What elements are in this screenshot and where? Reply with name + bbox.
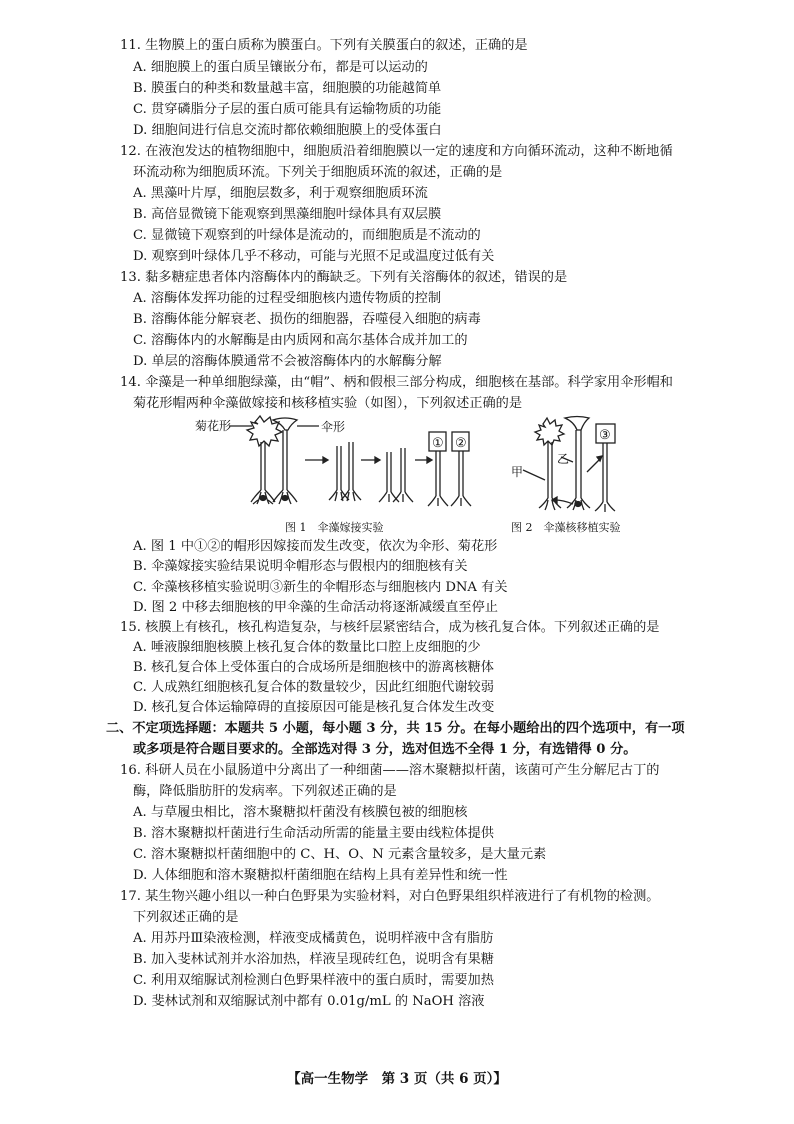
q11-option-b: B. 膜蛋白的种类和数量越丰富，细胞膜的功能越简单 [133,81,442,96]
acetabularia-figure [195,412,665,537]
section-2-header-line1: 二、不定项选择题：本题共 5 小题，每小题 3 分，共 15 分。在每小题给出的四个选项中，有一项 [106,721,685,736]
q13-option-b: B. 溶酶体能分解衰老、损伤的细胞器，吞噬侵入细胞的病毒 [133,312,481,327]
q13-stem: 13. 黏多糖症患者体内溶酶体内的酶缺乏。下列有关溶酶体的叙述，错误的是 [120,270,568,285]
q16-option-d: D. 人体细胞和溶木聚糖拟杆菌细胞在结构上具有差异性和统一性 [133,868,508,883]
q12-option-b: B. 高倍显微镜下能观察到黑藻细胞叶绿体具有双层膜 [133,207,442,222]
q14-option-d: D. 图 2 中移去细胞核的甲伞藻的生命活动将逐渐减缓直至停止 [133,600,498,615]
q13-option-a: A. 溶酶体发挥功能的过程受细胞核内遗传物质的控制 [133,291,442,306]
q13-option-d: D. 单层的溶酶体膜通常不会被溶酶体内的水解酶分解 [133,354,442,369]
q14-stem-line2: 菊花形帽两种伞藻做嫁接和核移植实验（如图），下列叙述正确的是 [133,396,523,411]
q13-option-c: C. 溶酶体内的水解酶是由内质网和高尔基体合成并加工的 [133,333,468,348]
q16-option-c: C. 溶木聚糖拟杆菌细胞中的 C、H、O、N 元素含量较多，是大量元素 [133,847,547,862]
q16-option-b: B. 溶木聚糖拟杆菌进行生命活动所需的能量主要由线粒体提供 [133,826,494,841]
figure-2-caption: 图 2 伞藻核移植实验 [511,521,621,534]
q11-stem: 11. 生物膜上的蛋白质称为膜蛋白。下列有关膜蛋白的叙述，正确的是 [120,38,528,53]
q14-option-b: B. 伞藻嫁接实验结果说明伞帽形态与假根内的细胞核有关 [133,559,468,574]
q15-option-a: A. 唾液腺细胞核膜上核孔复合体的数量比口腔上皮细胞的少 [133,640,481,655]
q14-stem-line1: 14. 伞藻是一种单细胞绿藻，由“帽”、柄和假根三部分构成，细胞核在基部。科学家用伞形帽和 [120,375,673,390]
q16-stem-line1: 16. 科研人员在小鼠肠道中分离出了一种细菌——溶木聚糖拟杆菌，该菌可产生分解尼古丁的 [120,763,660,778]
q12-stem-line1: 12. 在液泡发达的植物细胞中，细胞质沿着细胞膜以一定的速度和方向循环流动，这种不断地循 [120,144,673,159]
q15-stem: 15. 核膜上有核孔，核孔构造复杂，与核纤层紧密结合，成为核孔复合体。下列叙述正确的是 [120,620,660,635]
q12-option-c: C. 显微镜下观察到的叶绿体是流动的，而细胞质是不流动的 [133,228,481,243]
circle-label-1: ① [432,436,444,451]
q15-option-d: D. 核孔复合体运输障碍的直接原因可能是核孔复合体发生改变 [133,700,495,715]
label-umbrella: 伞形 [321,420,346,434]
q14-option-a: A. 图 1 中①②的帽形因嫁接而发生改变，依次为伞形、菊花形 [133,539,498,554]
q11-option-c: C. 贯穿磷脂分子层的蛋白质可能具有运输物质的功能 [133,102,442,117]
q15-option-b: B. 核孔复合体上受体蛋白的合成场所是细胞核中的游离核糖体 [133,660,494,675]
q16-option-a: A. 与草履虫相比，溶木聚糖拟杆菌没有核膜包被的细胞核 [133,805,468,820]
figure-1-caption: 图 1 伞藻嫁接实验 [285,521,384,534]
label-jia: 甲 [511,465,524,479]
q17-stem-line2: 下列叙述正确的是 [133,910,239,925]
circle-label-2: ② [455,436,467,451]
label-chrysanthemum: 菊花形 [195,419,232,433]
q11-option-a: A. 细胞膜上的蛋白质呈镶嵌分布，都是可以运动的 [133,60,428,75]
circle-label-3: ③ [599,428,611,443]
q11-option-d: D. 细胞间进行信息交流时都依赖细胞膜上的受体蛋白 [133,123,442,138]
q14-option-c: C. 伞藻核移植实验说明③新生的伞帽形态与细胞核内 DNA 有关 [133,580,508,595]
q16-stem-line2: 酶，降低脂肪肝的发病率。下列叙述正确的是 [133,784,397,799]
section-2-header-line2: 或多项是符合题目要求的。全部选对得 3 分，选对但选不全得 1 分，有选错得 0 分。 [133,742,637,757]
q17-option-c: C. 利用双缩脲试剂检测白色野果样液中的蛋白质时，需要加热 [133,973,494,988]
label-yi: 乙 [557,452,570,466]
q17-stem-line1: 17. 某生物兴趣小组以一种白色野果为实验材料，对白色野果组织样液进行了有机物的检测。 [120,889,660,904]
page-footer: 【高一生物学 第 3 页（共 6 页）】 [287,1071,507,1087]
q15-option-c: C. 人成熟红细胞核孔复合体的数量较少，因此红细胞代谢较弱 [133,680,494,695]
q12-option-d: D. 观察到叶绿体几乎不移动，可能与光照不足或温度过低有关 [133,249,495,264]
q17-option-d: D. 斐林试剂和双缩脲试剂中都有 0.01g/mL 的 NaOH 溶液 [133,994,485,1009]
q12-option-a: A. 黑藻叶片厚，细胞层数多，利于观察细胞质环流 [133,186,428,201]
q17-option-a: A. 用苏丹Ⅲ染液检测，样液变成橘黄色，说明样液中含有脂肪 [133,931,494,946]
q17-option-b: B. 加入斐林试剂并水浴加热，样液呈现砖红色，说明含有果糖 [133,952,494,967]
q12-stem-line2: 环流动称为细胞质环流。下列关于细胞质环流的叙述，正确的是 [133,165,503,180]
